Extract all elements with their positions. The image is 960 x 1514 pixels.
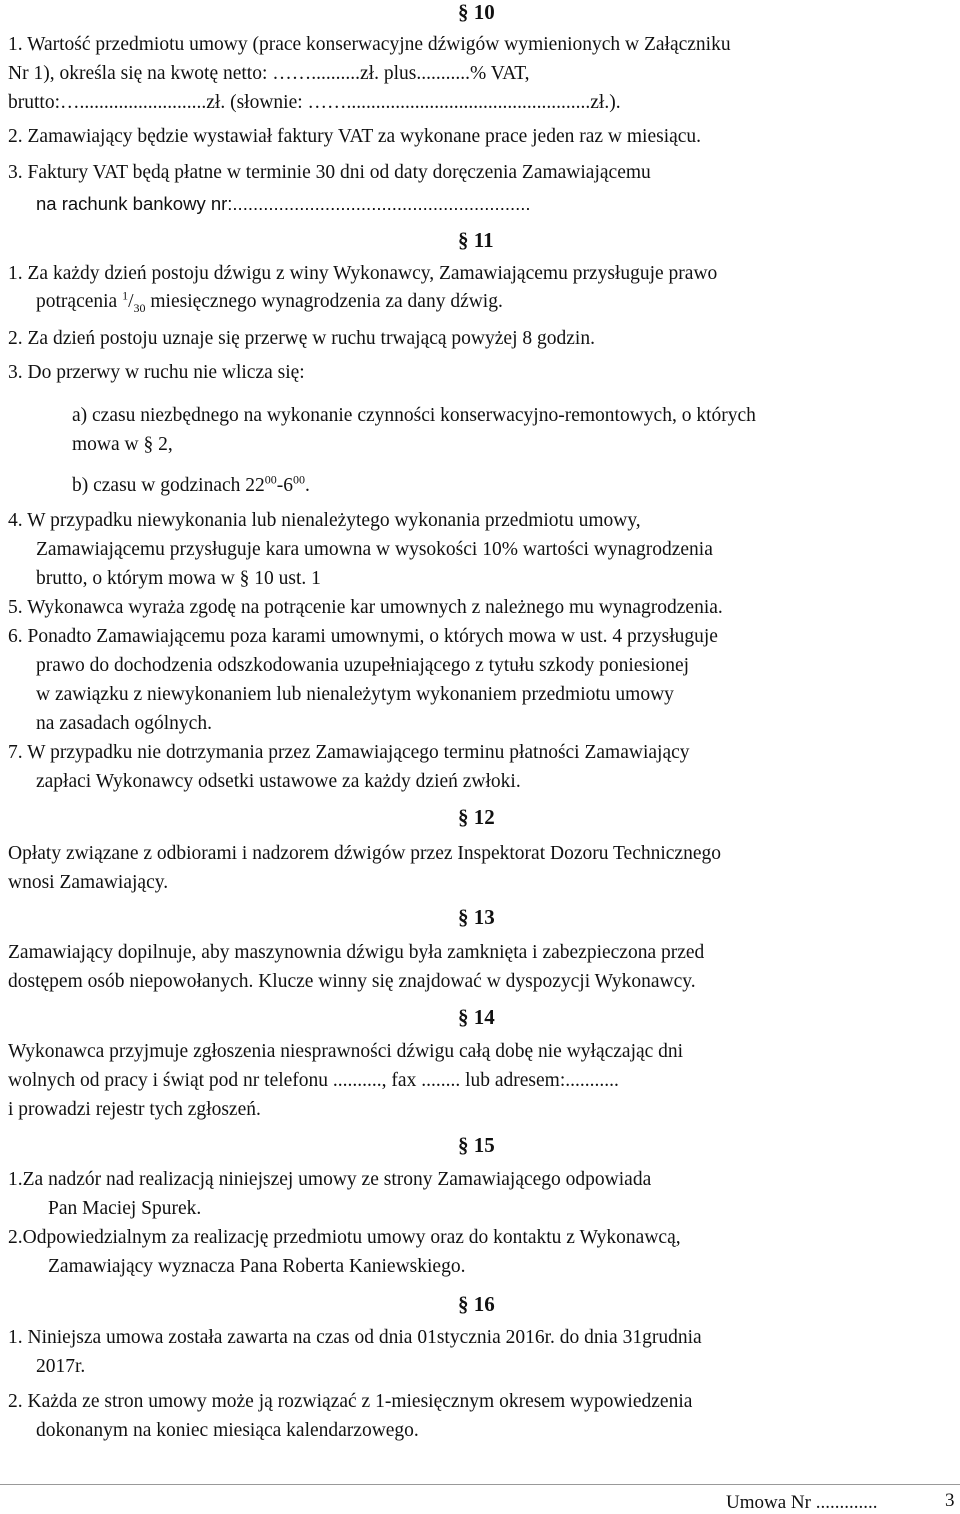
s14-line3: i prowadzi rejestr tych zgłoszeń.	[8, 1099, 261, 1120]
s15-p2-line1: 2.Odpowiedzialnym za realizację przedmiotu umowy oraz do kontaktu z Wykonawcą,	[8, 1227, 681, 1248]
s10-p2: 2. Zamawiający będzie wystawiał faktury VAT za wykonane prace jeden raz w miesiącu.	[8, 126, 702, 147]
section-15-heading: § 15	[458, 1133, 495, 1157]
s11-p2: 2. Za dzień postoju uznaje się przerwę w ruchu trwającą powyżej 8 godzin.	[8, 328, 595, 349]
footer-contract-number: Umowa Nr .............	[726, 1492, 878, 1513]
s10-p3-line2: na rachunk bankowy nr:..........................................................	[36, 193, 531, 214]
section-12-heading: § 12	[458, 805, 495, 829]
s10-p1-line1: 1. Wartość przedmiotu umowy (prace konserwacyjne dźwigów wymienionych w Załączniku	[8, 34, 731, 55]
s15-p1-line2: Pan Maciej Spurek.	[48, 1198, 202, 1219]
s15-p2-line2: Zamawiający wyznacza Pana Roberta Kaniewskiego.	[48, 1256, 466, 1277]
s11-p6-line1: 6. Ponadto Zamawiającemu poza karami umownymi, o których mowa w ust. 4 przysługuje	[8, 626, 718, 647]
s11-p6-line3: w zawiązku z niewykonaniem lub nienależytym wykonaniem przedmiotu umowy	[36, 684, 674, 705]
s11-p4-line1: 4. W przypadku niewykonania lub nienależytego wykonania przedmiotu umowy,	[8, 510, 641, 531]
s11-p4-line3: brutto, o którym mowa w § 10 ust. 1	[36, 568, 321, 589]
section-14-heading: § 14	[458, 1005, 495, 1029]
page-number: 3	[945, 1490, 955, 1511]
s15-p1-line1: 1.Za nadzór nad realizacją niniejszej umowy ze strony Zamawiającego odpowiada	[8, 1169, 652, 1190]
s11-p1-line2: potrącenia $^1/_{30}$ miesięcznego wynagrodzenia za dany dźwig.	[36, 288, 503, 315]
s10-p1-line3: brutto:…..........................zł. (słownie: ……..................................................zł.).	[8, 92, 621, 113]
section-16-heading: § 16	[458, 1292, 495, 1316]
s13-line2: dostępem osób niepowołanych. Klucze winny się znajdować w dyspozycji Wykonawcy.	[8, 971, 696, 992]
s11-item-b: b) czasu w godzinach $22^{00}-6^{00}$.	[72, 472, 310, 496]
s14-line1: Wykonawca przyjmuje zgłoszenia niesprawności dźwigu całą dobę nie wyłączając dni	[8, 1041, 684, 1062]
s12-line1: Opłaty związane z odbiorami i nadzorem dźwigów przez Inspektorat Dozoru Technicznego	[8, 843, 721, 864]
s11-p7-line2: zapłaci Wykonawcy odsetki ustawowe za każdy dzień zwłoki.	[36, 771, 521, 792]
section-10-heading: § 10	[458, 0, 495, 24]
s13-line1: Zamawiający dopilnuje, aby maszynownia dźwigu była zamknięta i zabezpieczona przed	[8, 942, 705, 963]
s11-item-a-line2: mowa w § 2,	[72, 434, 173, 455]
section-13-heading: § 13	[458, 905, 495, 929]
s11-p6-line2: prawo do dochodzenia odszkodowania uzupełniającego z tytułu szkody poniesionej	[36, 655, 690, 676]
s11-p7-line1: 7. W przypadku nie dotrzymania przez Zamawiającego terminu płatności Zamawiający	[8, 742, 690, 763]
s10-p3-line1: 3. Faktury VAT będą płatne w terminie 30 dni od daty doręczenia Zamawiającemu	[8, 162, 651, 183]
s11-item-a-line1: a) czasu niezbędnego na wykonanie czynności konserwacyjno-remontowych, o których	[72, 405, 756, 426]
s14-line2: wolnych od pracy i świąt pod nr telefonu .........., fax ........ lub adresem:...........	[8, 1070, 619, 1091]
s11-p3: 3. Do przerwy w ruchu nie wlicza się:	[8, 362, 305, 383]
s10-p1-line2: Nr 1), określa się na kwotę netto: ……..........zł. plus...........% VAT,	[8, 63, 530, 84]
s11-p6-line4: na zasadach ogólnych.	[36, 713, 212, 734]
s11-p1-line1: 1. Za każdy dzień postoju dźwigu z winy Wykonawcy, Zamawiającemu przysługuje prawo	[8, 263, 718, 284]
s16-p1-line1: 1. Niniejsza umowa została zawarta na czas od dnia 01stycznia 2016r. do dnia 31grudnia	[8, 1327, 702, 1348]
s11-p4-line2: Zamawiającemu przysługuje kara umowna w wysokości 10% wartości wynagrodzenia	[36, 539, 713, 560]
s16-p2-line2: dokonanym na koniec miesiąca kalendarzowego.	[36, 1420, 419, 1441]
footer-divider	[0, 1484, 960, 1485]
s12-line2: wnosi Zamawiający.	[8, 872, 169, 893]
s16-p2-line1: 2. Każda ze stron umowy może ją rozwiązać z 1-miesięcznym okresem wypowiedzenia	[8, 1391, 693, 1412]
section-11-heading: § 11	[458, 228, 494, 252]
s16-p1-line2: 2017r.	[36, 1356, 86, 1377]
s11-p5: 5. Wykonawca wyraża zgodę na potrącenie kar umownych z należnego mu wynagrodzenia.	[8, 597, 723, 618]
